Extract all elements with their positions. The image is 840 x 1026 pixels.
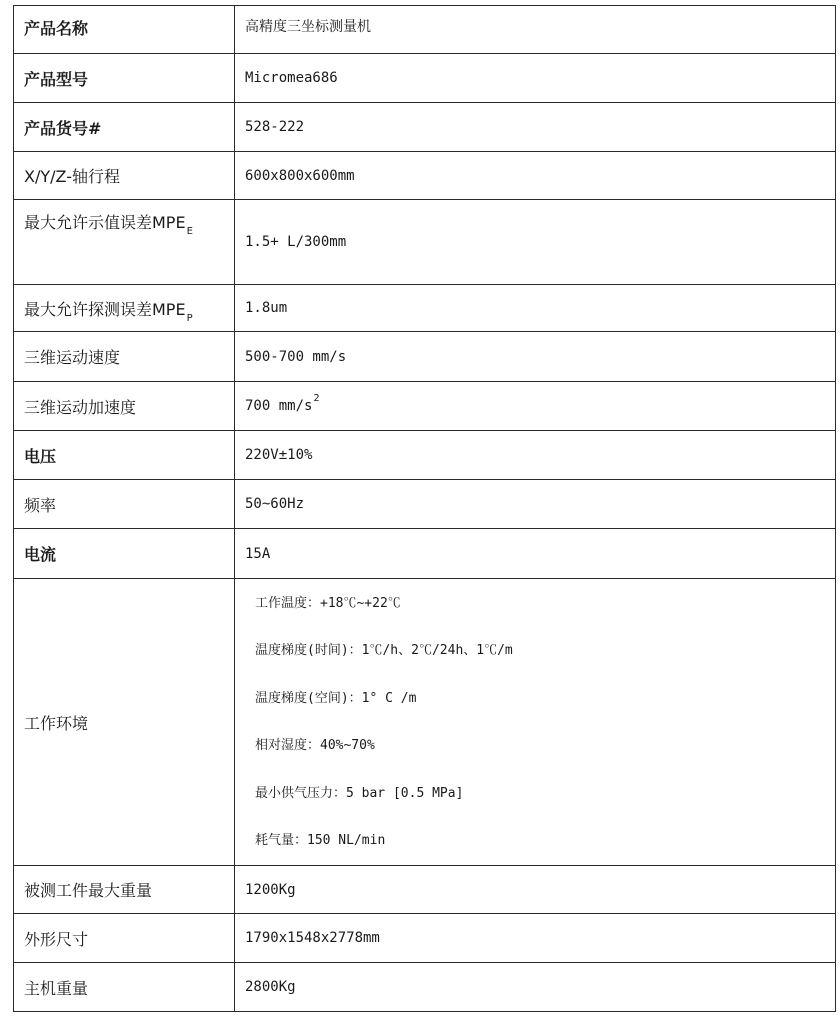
row-label: 三维运动速度 xyxy=(14,332,235,382)
row-label: 外形尺寸 xyxy=(14,914,235,963)
row-value: 高精度三坐标测量机 xyxy=(235,6,836,54)
env-line: 相对湿度：40%~70% xyxy=(255,738,375,753)
spec-table xyxy=(13,5,836,1012)
label-subscript: P xyxy=(186,312,193,324)
label-text: 最大允许示值误差MPE xyxy=(24,213,186,232)
row-value: 1.5+ L/300mm xyxy=(235,200,836,285)
table-row xyxy=(14,54,836,103)
label-subscript: E xyxy=(186,226,193,237)
table-row xyxy=(14,579,836,866)
table-row xyxy=(14,103,836,152)
row-value: 50~60Hz xyxy=(235,480,836,529)
row-value: 500-700 mm/s xyxy=(235,332,836,382)
table-row xyxy=(14,480,836,529)
label-text: 最大允许探测误差MPE xyxy=(24,299,186,319)
table-row xyxy=(14,152,836,200)
row-value: 1.8um xyxy=(235,285,836,332)
table-row xyxy=(14,6,836,54)
row-value: 600x800x600mm xyxy=(235,152,836,200)
row-value: Micromea686 xyxy=(235,54,836,103)
row-label xyxy=(14,285,235,332)
table-row xyxy=(14,529,836,579)
row-label: 产品名称 xyxy=(14,6,235,54)
row-label: 电压 xyxy=(14,431,235,480)
value-text: 700 mm/s xyxy=(245,398,313,414)
row-label: 频率 xyxy=(14,480,235,529)
table-row xyxy=(14,866,836,914)
table-row xyxy=(14,382,836,431)
row-label: 主机重量 xyxy=(14,963,235,1012)
table-row xyxy=(14,332,836,382)
value-superscript: 2 xyxy=(313,393,320,404)
row-value xyxy=(235,382,836,431)
row-label: X/Y/Z-轴行程 xyxy=(14,152,235,200)
env-line: 最小供气压力：5 bar [0.5 MPa] xyxy=(255,785,464,801)
table-row xyxy=(14,431,836,480)
env-line: 温度梯度(空间)：1° C /m xyxy=(255,690,417,706)
env-line: 耗气量：150 NL/min xyxy=(255,833,386,848)
row-value: 15A xyxy=(235,529,836,579)
row-label: 工作环境 xyxy=(14,579,235,866)
env-line: 温度梯度(时间)：1℃/h、2℃/24h、1℃/m xyxy=(255,643,513,658)
row-value-environment xyxy=(235,579,836,866)
table-row xyxy=(14,200,836,285)
table-row xyxy=(14,963,836,1012)
row-label: 被测工件最大重量 xyxy=(14,866,235,914)
row-label xyxy=(14,200,235,285)
row-label: 产品型号 xyxy=(14,54,235,103)
row-value: 1790x1548x2778mm xyxy=(235,914,836,963)
table-row xyxy=(14,914,836,963)
row-value: 2800Kg xyxy=(235,963,836,1012)
row-value: 220V±10% xyxy=(235,431,836,480)
table-row xyxy=(14,285,836,332)
row-value: 528-222 xyxy=(235,103,836,152)
env-line: 工作温度：+18℃~+22℃ xyxy=(255,595,401,611)
row-value: 1200Kg xyxy=(235,866,836,914)
row-label: 产品货号# xyxy=(14,103,235,152)
row-label: 电流 xyxy=(14,529,235,579)
row-label: 三维运动加速度 xyxy=(14,382,235,431)
